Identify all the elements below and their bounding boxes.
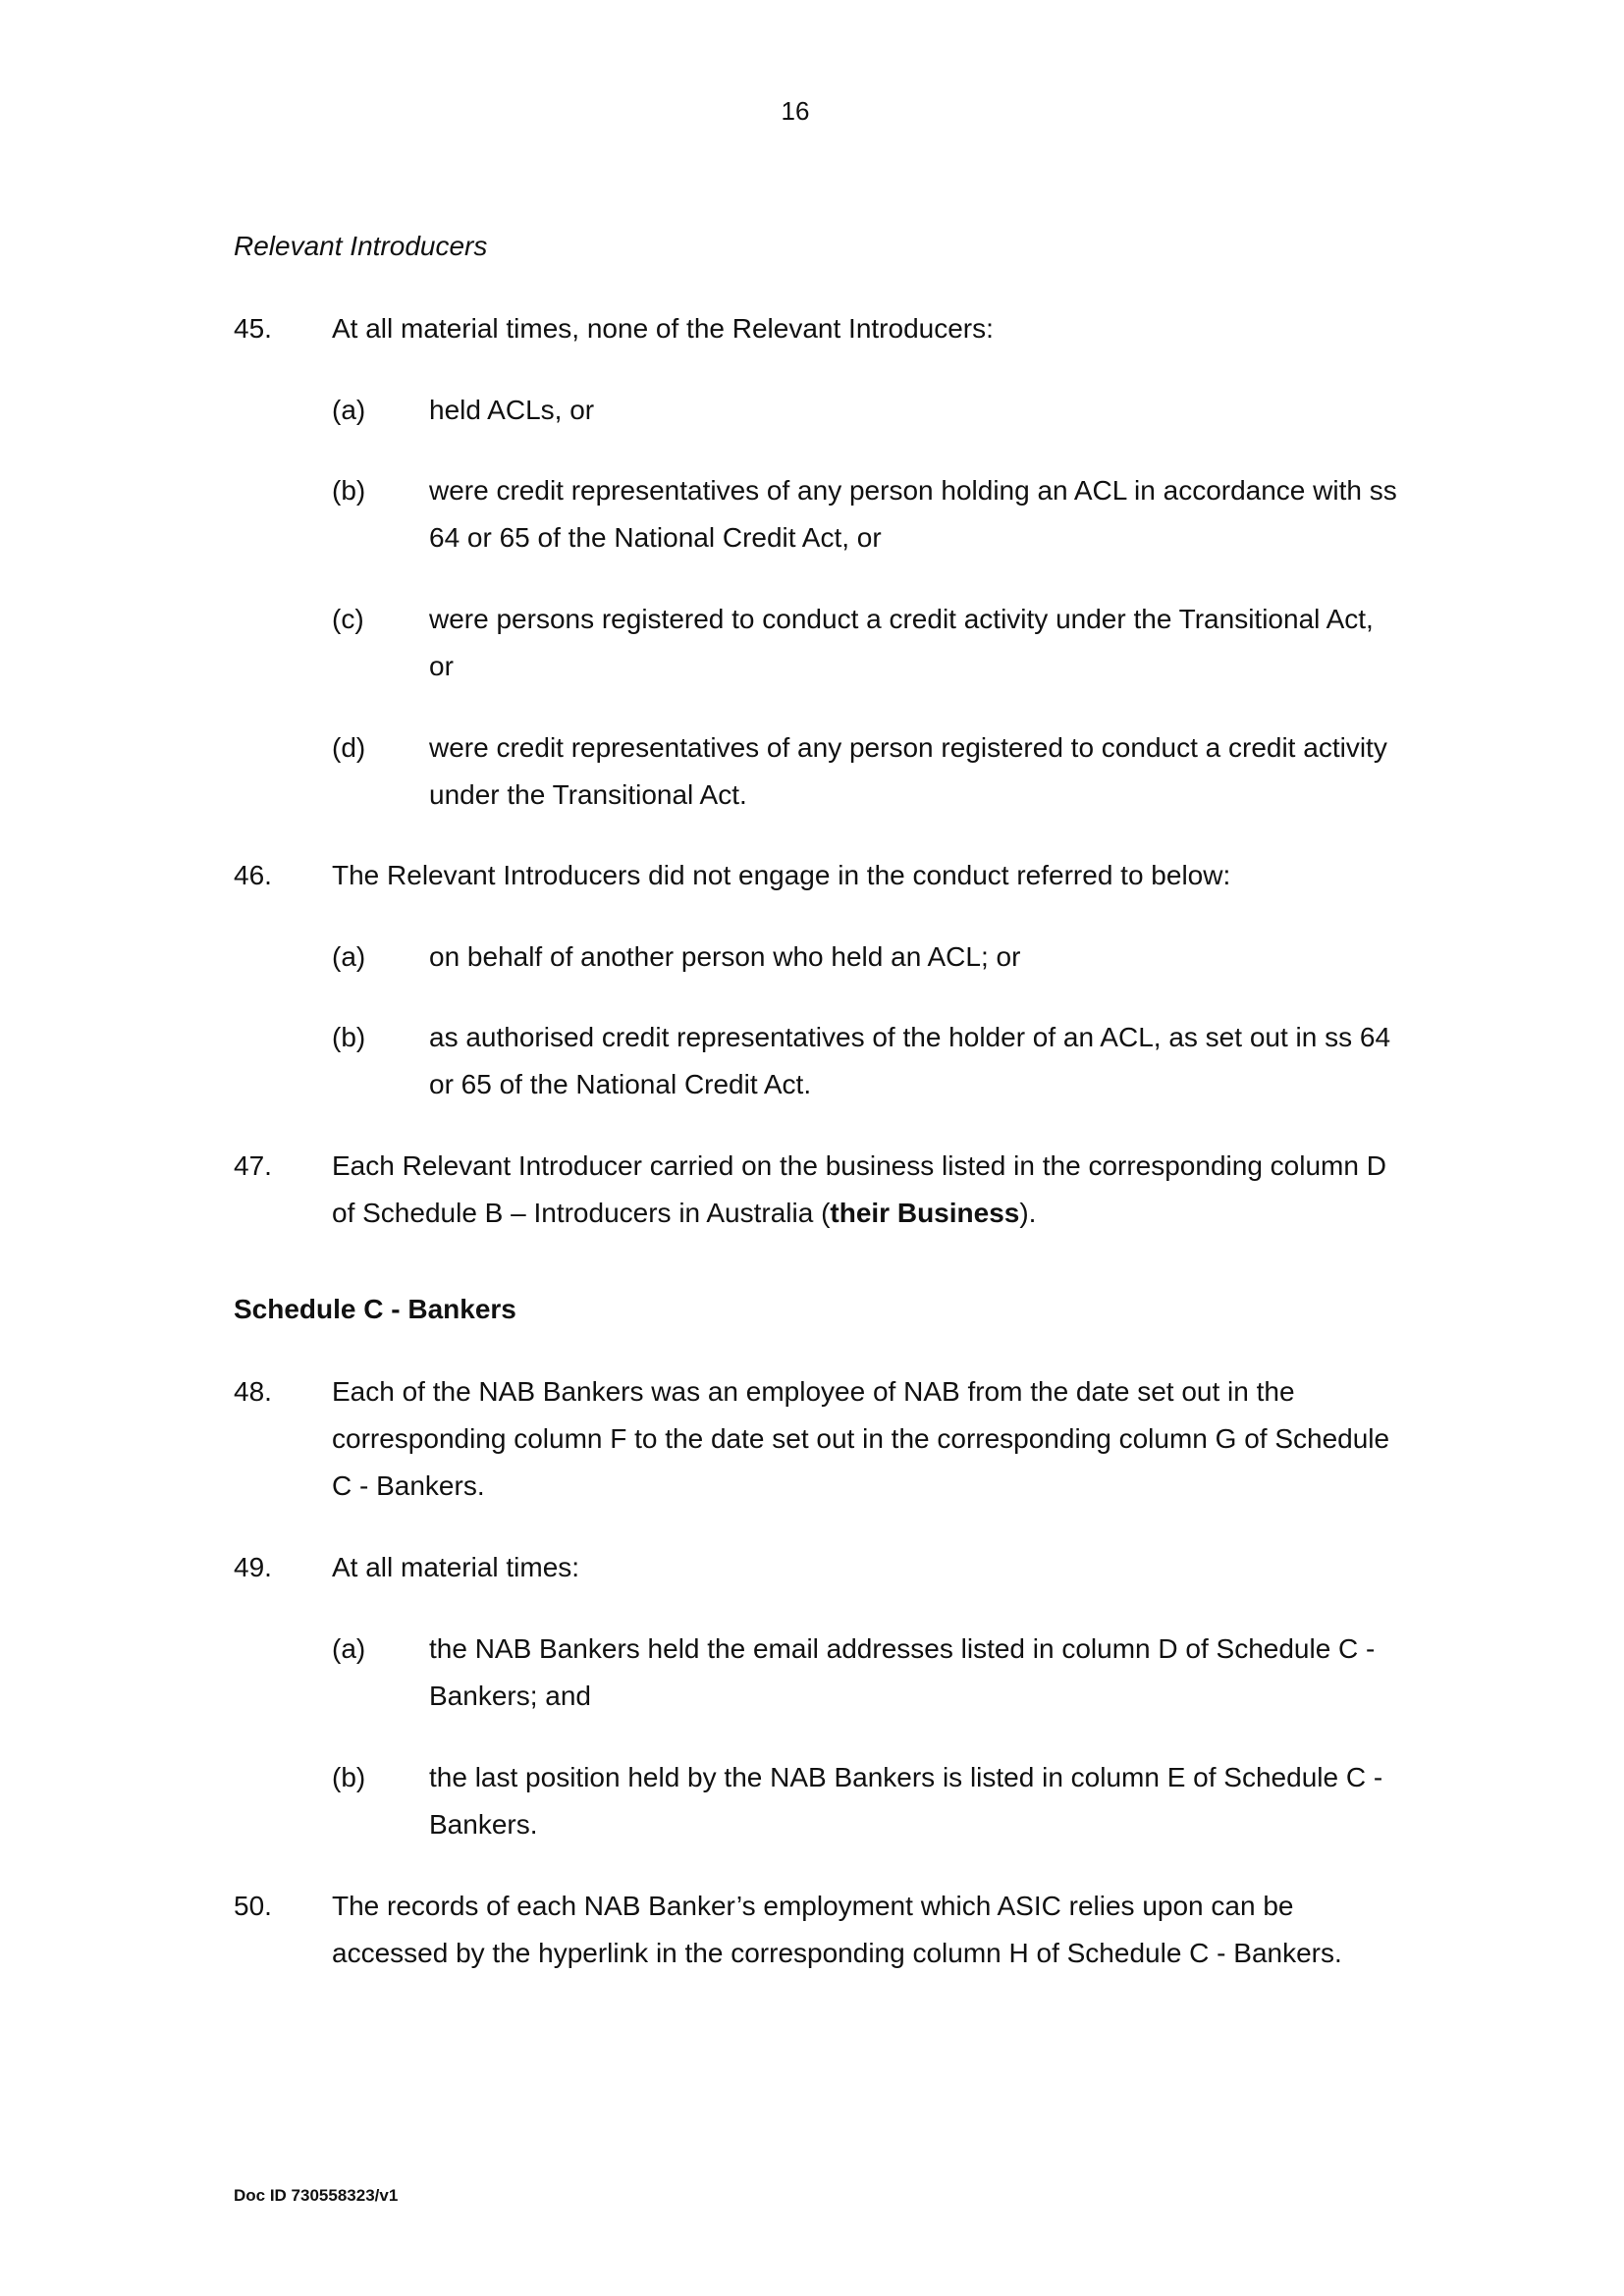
subparagraph-text: on behalf of another person who held an ACL; or bbox=[429, 941, 1021, 972]
defined-term: their Business bbox=[830, 1198, 1020, 1228]
subparagraph-number: (a) bbox=[332, 1633, 366, 1664]
subparagraph-45a bbox=[332, 387, 1402, 434]
paragraph-text: At all material times: bbox=[332, 1552, 580, 1582]
section-heading-relevant-introducers: Relevant Introducers bbox=[234, 231, 488, 261]
subparagraph-number: (b) bbox=[332, 1762, 366, 1792]
subparagraph-text: held ACLs, or bbox=[429, 395, 595, 425]
paragraph-number: 49. bbox=[234, 1552, 272, 1582]
footer-doc-id: Doc ID 730558323/v1 bbox=[234, 2186, 399, 2205]
paragraph-48 bbox=[234, 1368, 1402, 1510]
paragraph-text: Each of the NAB Bankers was an employee of NAB from the date set out in the corresponding column F to the date set out in the corresponding column G of Schedule C - Bankers. bbox=[332, 1376, 1390, 1501]
subparagraph-text: the NAB Bankers held the email addresses listed in column D of Schedule C - Bankers; and bbox=[429, 1633, 1376, 1711]
subparagraph-number: (d) bbox=[332, 732, 366, 763]
paragraph-text-end: ). bbox=[1019, 1198, 1037, 1228]
paragraph-text: The records of each NAB Banker’s employment which ASIC relies upon can be accessed by the hyperlink in the corresponding column H of Schedule C - Bankers. bbox=[332, 1891, 1342, 1968]
subparagraph-number: (b) bbox=[332, 1022, 366, 1052]
paragraph-text: The Relevant Introducers did not engage in the conduct referred to below: bbox=[332, 860, 1231, 890]
paragraph-45 bbox=[234, 305, 1402, 352]
subparagraph-text: the last position held by the NAB Bankers is listed in column E of Schedule C - Bankers. bbox=[429, 1762, 1383, 1840]
subparagraph-number: (a) bbox=[332, 941, 366, 972]
subparagraph-text: were credit representatives of any person holding an ACL in accordance with ss 64 or 65 of the National Credit Act, or bbox=[429, 475, 1397, 553]
subparagraph-number: (c) bbox=[332, 604, 364, 634]
subparagraph-text: were credit representatives of any person registered to conduct a credit activity under the Transitional Act. bbox=[429, 732, 1387, 810]
subparagraph-45c bbox=[332, 596, 1402, 690]
subparagraph-45d bbox=[332, 724, 1402, 819]
subparagraph-46b bbox=[332, 1014, 1402, 1108]
subparagraph-text: were persons registered to conduct a credit activity under the Transitional Act, or bbox=[429, 604, 1374, 681]
paragraph-text: At all material times, none of the Relevant Introducers: bbox=[332, 313, 994, 344]
subparagraph-number: (a) bbox=[332, 395, 366, 425]
subparagraph-45b bbox=[332, 467, 1402, 561]
paragraph-number: 45. bbox=[234, 313, 272, 344]
paragraph-number: 46. bbox=[234, 860, 272, 890]
paragraph-text bbox=[332, 1143, 1402, 1237]
page-number: 16 bbox=[781, 96, 810, 126]
subparagraph-49a bbox=[332, 1626, 1402, 1720]
subparagraph-46a bbox=[332, 934, 1402, 981]
paragraph-50 bbox=[234, 1883, 1402, 1977]
paragraph-47 bbox=[234, 1143, 1402, 1237]
subparagraph-text: as authorised credit representatives of the holder of an ACL, as set out in ss 64 or 65 of the National Credit Act. bbox=[429, 1022, 1391, 1099]
paragraph-text-start: Each Relevant Introducer carried on the business listed in the corresponding column D of Schedule B – Introducers in Australia ( bbox=[332, 1150, 1386, 1228]
subparagraph-number: (b) bbox=[332, 475, 366, 506]
paragraph-number: 50. bbox=[234, 1891, 272, 1921]
paragraph-46 bbox=[234, 852, 1402, 899]
paragraph-number: 47. bbox=[234, 1150, 272, 1181]
paragraph-number: 48. bbox=[234, 1376, 272, 1407]
subparagraph-49b bbox=[332, 1754, 1402, 1848]
paragraph-49 bbox=[234, 1544, 1402, 1591]
section-heading-schedule-c: Schedule C - Bankers bbox=[234, 1294, 516, 1324]
